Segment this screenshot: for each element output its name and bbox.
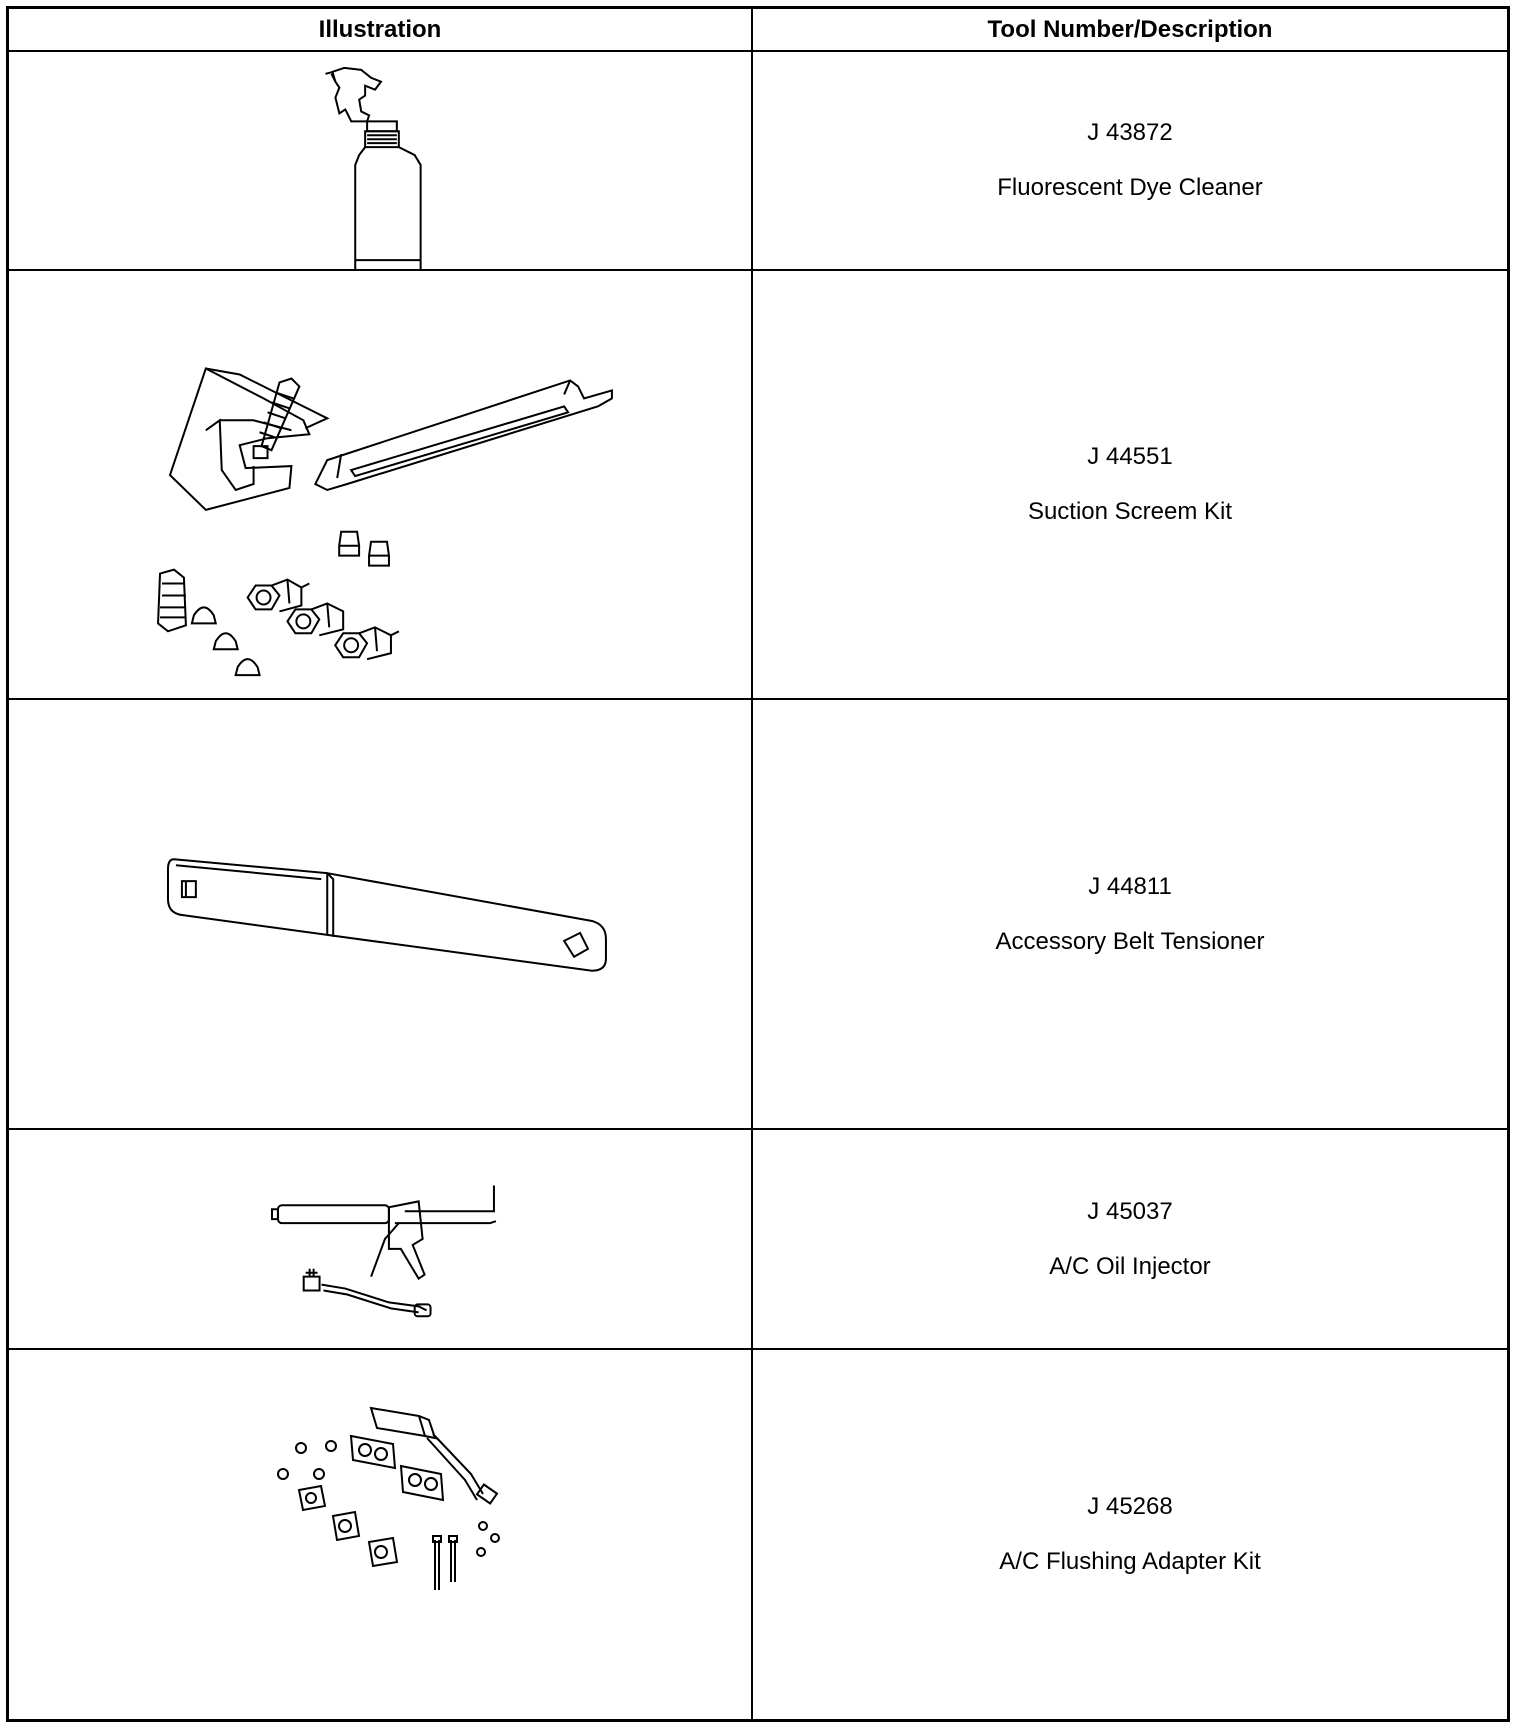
tool-name: Suction Screem Kit <box>1027 498 1233 525</box>
tool-description-cell <box>753 271 1507 698</box>
oil-injector-gun-icon <box>9 1130 751 1348</box>
tool-description-cell <box>753 1350 1507 1719</box>
tool-number: J 44811 <box>1088 872 1172 900</box>
tool-column-header: Tool Number/Description <box>987 16 1273 43</box>
tool-description-cell <box>753 52 1507 269</box>
tool-name: Fluorescent Dye Cleaner <box>997 174 1263 201</box>
table-row <box>9 1130 1507 1350</box>
tool-number: J 44551 <box>1087 443 1173 470</box>
table-row <box>9 1350 1507 1719</box>
tool-number: J 45268 <box>1087 1493 1173 1520</box>
tool-name: A/C Flushing Adapter Kit <box>999 1548 1261 1575</box>
table-row <box>9 700 1507 1130</box>
spray-bottle-icon <box>9 52 751 269</box>
tool-number: J 45037 <box>1087 1197 1173 1225</box>
tool-description-cell <box>753 1130 1507 1348</box>
table-header <box>9 9 1507 52</box>
belt-tensioner-bar-icon <box>9 700 751 1128</box>
tool-name: A/C Oil Injector <box>1049 1252 1211 1280</box>
illustration-column-header: Illustration <box>318 16 442 43</box>
table-row <box>9 271 1507 700</box>
flushing-adapter-kit-icon <box>9 1350 751 1719</box>
tool-number: J 43872 <box>1087 119 1173 146</box>
table-row <box>9 52 1507 271</box>
suction-screen-kit-icon <box>9 271 751 698</box>
tool-name: Accessory Belt Tensioner <box>995 927 1265 955</box>
tools-table <box>6 6 1510 1722</box>
tool-description-cell <box>753 700 1507 1128</box>
